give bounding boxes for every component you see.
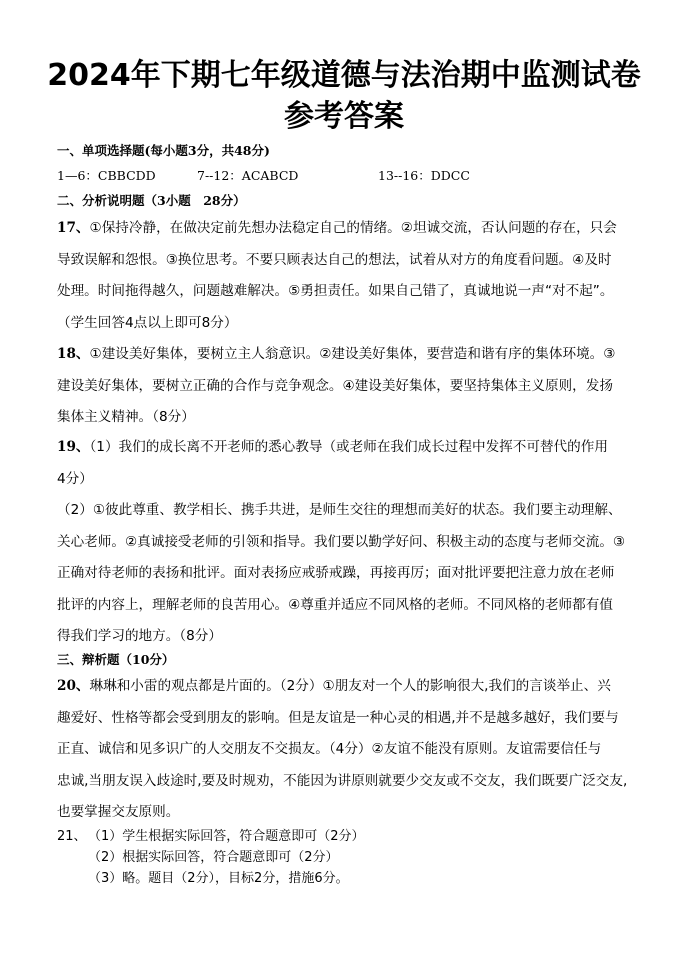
q18-line: 18、①建设美好集体，要树立主人翁意识。②建设美好集体，要营造和谐有序的集体环境。③: [57, 346, 616, 362]
q17-line: 导致误解和怨恨。③换位思考。不要只顾表达自己的想法，试着从对方的角度看问题。④及时: [57, 251, 612, 268]
q19-line: 4分）: [57, 470, 93, 487]
q20-number: 20、: [57, 678, 90, 694]
q21-item-2: （2）根据实际回答，符合题意即可（2分）: [88, 850, 339, 865]
q18-number: 18、: [57, 346, 90, 362]
document-subtitle: 参考答案: [284, 99, 404, 134]
q19-line: 正确对待老师的表扬和批评。面对表扬应戒骄戒躁，再接再厉；面对批评要把注意力放在老师: [57, 565, 615, 581]
section3-heading: 三、辩析题（10分）: [57, 652, 175, 667]
q19-line: （2）①彼此尊重、教学相长、携手共进，是师生交往的理想而美好的状态。我们要主动理解、: [57, 502, 622, 518]
q21-number: 21、: [57, 829, 87, 844]
q18-line: 建设美好集体，要树立正确的合作与竞争观念。④建设美好集体，要坚持集体主义原则，发扬: [57, 377, 613, 394]
q19-line: 19、（1）我们的成长离不开老师的悉心教导（或老师在我们成长过程中发挥不可替代的作用: [57, 439, 608, 455]
q21-item-1: （1）学生根据实际回答，符合题意即可（2分）: [88, 829, 365, 844]
q19-number: 19、: [57, 439, 90, 455]
q20-line: 也要掌握交友原则。: [57, 804, 180, 820]
q19-line: 得我们学习的地方。（8分）: [57, 628, 222, 644]
q17-line: 处理。时间拖得越久，问题越难解决。⑤勇担责任。如果自己错了，真诚地说一声“对不起”。: [57, 283, 614, 299]
q20-line: 忠诚,当朋友误入歧途时,要及时规劝，不能因为讲原则就要少交友或不交友，我们既要广泛交友,: [57, 772, 628, 789]
section2-heading: 二、分析说明题（3小题 28分）: [57, 193, 246, 208]
section1-heading: 一、单项选择题(每小题3分，共48分): [57, 143, 270, 158]
question-17: [57, 213, 637, 339]
q17-number: 17、: [57, 220, 90, 236]
q20-line: 趣爱好、性格等都会受到朋友的影响。但是友谊是一种心灵的相遇,并不是越多越好，我们要与: [57, 709, 619, 726]
answers-13-16: 13--16：DDCC: [378, 168, 470, 183]
q19-line: 批评的内容上，理解老师的良苦用心。④尊重并适应不同风格的老师。不同风格的老师都有值: [57, 596, 613, 613]
q17-line: 17、①保持冷静，在做决定前先想办法稳定自己的情绪。②坦诚交流，否认问题的存在，只会: [57, 220, 617, 236]
question-20: [57, 671, 637, 829]
answers-1-6: 1—6：CBBCDD: [57, 168, 156, 183]
question-18: [57, 339, 637, 434]
q18-line: 集体主义精神。（8分）: [57, 409, 195, 425]
q20-line: 20、琳琳和小雷的观点都是片面的。（2分）①朋友对一个人的影响很大,我们的言谈举止、兴: [57, 678, 611, 694]
q17-line: （学生回答4点以上即可8分）: [57, 314, 238, 331]
question-19: [57, 432, 637, 653]
q19-line: 关心老师。②真诚接受老师的引领和指导。我们要以勤学好问、积极主动的态度与老师交流。③: [57, 533, 626, 550]
q21-item-3: （3）略。题目（2分），目标2分，措施6分。: [88, 871, 349, 886]
answers-7-12: 7--12：ACABCD: [197, 168, 299, 183]
choice-answers-row: [57, 167, 637, 185]
document-title: 2024年下期七年级道德与法治期中监测试卷: [47, 58, 641, 93]
q20-line: 正直、诚信和见多识广的人交朋友不交损友。（4分）②友谊不能没有原则。友谊需要信任与: [57, 741, 602, 757]
